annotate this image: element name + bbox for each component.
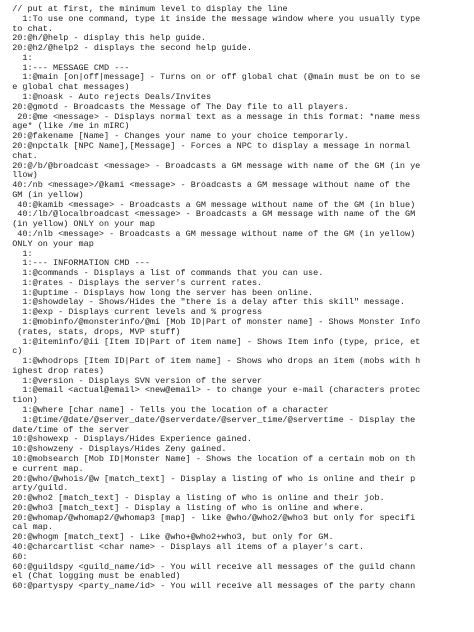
document-line: 1:--- INFORMATION CMD --- [2, 258, 150, 269]
document-line: tion) [2, 395, 38, 406]
document-line: 10:@showexp - Displays/Hides Experience gained. [2, 434, 252, 445]
document-line: 20:@me <message> - Displays normal text as a message in this format: *name mess [2, 111, 421, 122]
document-line: 20:@who3 [match_text] - Display a listing of who is online and where. [2, 502, 365, 513]
document-line: e current map. [2, 463, 84, 474]
document-line: 1:@mobinfo/@monsterinfo/@mi [Mob ID|Part of monster name] - Shows Monster Info [2, 317, 421, 327]
document-line: 20:@fakename [Name] - Changes your name to your choice temporarly. [2, 131, 349, 142]
document-line: 1:@version - Displays SVN version of the server [2, 375, 263, 386]
document-line: e global chat messages) [2, 82, 130, 93]
document-line: 40:/lb/@localbroadcast <message> - Broadcasts a GM message with name of the GM [2, 209, 416, 220]
document-line: (in yellow) ONLY on your map [2, 219, 156, 230]
document-line: 1:@email <actual@email> <new@email> - to change your e-mail (characters protec [2, 385, 421, 396]
document-line: 20:@who/@whois/@w [match_text] - Display a listing of who is online and their p [2, 473, 416, 484]
document-line: ighest drop rates) [2, 365, 105, 376]
document-line: 1:@rates - Displays the server's current rates. [2, 277, 263, 288]
document-line: 20:@whogm [match_text] - Like @who+@who2+who3, but only for GM. [2, 532, 334, 543]
document-line: 1:@iteminfo/@ii [Item ID|Part of item name] - Shows Item info (type, price, et [2, 336, 421, 347]
document-line: chat. [2, 150, 38, 161]
document-line: 60:@guildspy <guild_name/id> - You will receive all messages of the guild chann [2, 561, 416, 572]
document-line: 1:@exp - Displays current levels and % progress [2, 307, 263, 318]
document-line: 1:@uptime - Displays how long the server has been online. [2, 287, 314, 298]
document-line: 20:@/b/@broadcast <message> - Broadcasts a GM message with name of the GM (in ye [2, 160, 421, 171]
document-line: 10:@mobsearch [Mob ID|Monster Name] - Shows the location of a certain mob on th [2, 453, 416, 464]
document-line: 20:@gmotd - Broadcasts the Message of The Day file to all players. [2, 101, 349, 112]
document-line: 20:@whomap/@whomap2/@whomap3 [map] - like @who/@who2/@who3 but only for specifi [2, 512, 416, 523]
document-line: 1:@noask - Auto rejects Deals/Invites [2, 92, 212, 103]
document-line: 1:@main [on|off|message] - Turns on or off global chat (@main must be on to se [2, 72, 421, 83]
document-line: 1: [2, 52, 33, 63]
document-line: to chat. [2, 23, 54, 34]
document-line: 40:@charcartlist <char name> - Displays all items of a player's cart. [2, 541, 365, 552]
document-line: 1:@time/@date/@server_date/@serverdate/@server_time/@servertime - Display the [2, 414, 416, 425]
document-line: GM (in yellow) [2, 189, 84, 200]
document-line: (rates, stats, drops, MVP stuff) [2, 326, 181, 337]
document-line: arty/guild. [2, 483, 69, 494]
document-line: 60: [2, 551, 28, 562]
document-line: 20:@who2 [match_text] - Display a listing of who is online and their job. [2, 493, 385, 504]
document-line: 1:@showdelay - Shows/Hides the "there is a delay after this skill" message. [2, 297, 405, 308]
document-line: age* (like /me in mIRC) [2, 121, 130, 132]
document-line: 10:@showzeny - Displays/Hides Zeny gained. [2, 444, 227, 455]
document-line: llow) [2, 170, 38, 181]
document-line: 40:/nlb <message> - Broadcasts a GM message without name of the GM (in yellow) [2, 228, 416, 239]
document-line: 1:@commands - Displays a list of commands that you can use. [2, 268, 324, 279]
help-document [2, 5, 472, 592]
document-line: // put at first, the minimum level to display the line [2, 4, 288, 14]
document-line: 40:@kamib <message> - Broadcasts a GM message without name of the GM (in blue) [2, 199, 416, 210]
document-line: 20:@npctalk [NPC Name],[Message] - Forces a NPC to display a message in normal [2, 140, 411, 151]
document-line: el (Chat logging must be enabled) [2, 571, 181, 582]
document-line: 60:@partyspy <party_name/id> - You will receive all messages of the party chann [2, 581, 416, 592]
document-line: 1:To use one command, type it inside the message window where you usually type [2, 13, 421, 24]
document-line: 1: [2, 248, 33, 259]
document-line: ONLY on your map [2, 238, 94, 249]
document-line: 1:@where [char name] - Tells you the location of a character [2, 405, 329, 416]
document-line: date/time of the server [2, 424, 130, 435]
document-line: 20:@h2/@help2 - displays the second help guide. [2, 43, 252, 54]
document-line: 1:@whodrops [Item ID|Part of item name] - Shows who drops an item (mobs with h [2, 356, 421, 367]
document-line: 40:/nb <message>/@kami <message> - Broadcasts a GM message without name of the [2, 180, 411, 191]
document-line: 1:--- MESSAGE CMD --- [2, 62, 130, 73]
document-line: 20:@h/@help - display this help guide. [2, 33, 207, 44]
document-line: c) [2, 346, 23, 357]
document-line: cal map. [2, 522, 54, 533]
